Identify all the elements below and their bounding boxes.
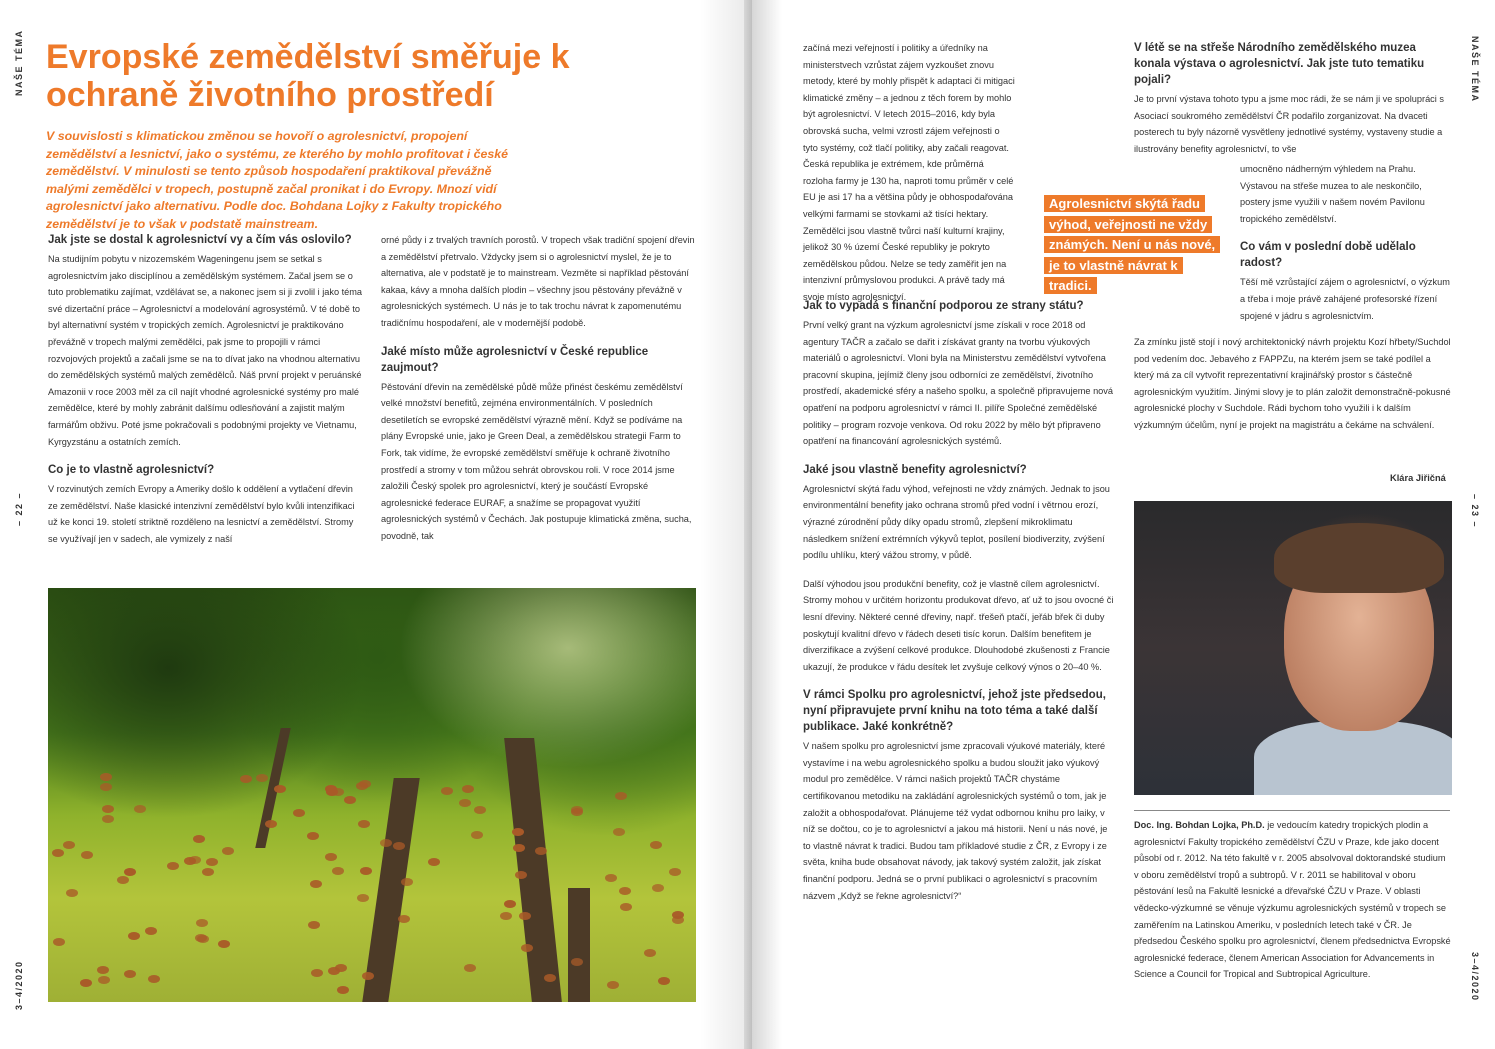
right-column-1-intro	[803, 40, 1015, 318]
article-lead: V souvislosti s klimatickou změnou se hovoří o agrolesnictví, propojení zemědělství a lesnictví, jako o systému, ze kterého by mohlo profitovat i české zemědělství. V minulosti se tento způsob hospodaření praktikoval převážně malými zemědělci v tropech, postupně začal pronikat i do Evropy. Mnozí vidí agrolesnictví jako alternativu. Podle doc. Bohdana Lojky z Fakulty tropického zemědělství je to však v podstatě mainstream.	[46, 129, 509, 231]
chicken-figure	[613, 828, 625, 836]
answer-paragraph: začíná mezi veřejností i politiky a úředníky na ministerstvech vzrůstat zájem vyzkoušet znovu metody, které by mohly přispět k adaptaci či mitigaci klimatické změny – a jednou z těch forem by mohlo být agrolesnictví. V letech 2015–2016, kdy byla obrovská sucha, velmi vzrostl zájem veřejnosti o tyto systémy, což tlačí politiky, aby začali reagovat. Česká republika je extrémem, kde průměrná rozloha farmy je 130 ha, naproti tomu průměr v celé EU je asi 17 ha a většina půdy je obhospodařována velkými farmami se stovkami až tisíci hektary. Zemědělci jsou vlastně tvůrci naší kulturní krajiny, jelikož 30 % území České republiky je pokryto zemědělskou půdou. Nelze se tedy zaměřit jen na intenzivní průmyslovou produkci. A právě tady má svoje místo agrolesnictví.	[803, 43, 1015, 302]
chicken-figure	[357, 894, 369, 902]
question-heading: Co vám v poslední době udělalo radost?	[1240, 241, 1416, 270]
chicken-figure	[274, 785, 286, 793]
chicken-figure	[53, 938, 65, 946]
chicken-figure	[535, 847, 547, 855]
page-number-right: – 23 –	[1470, 494, 1480, 529]
chicken-figure	[202, 868, 214, 876]
chicken-figure	[307, 832, 319, 840]
answer-paragraph: Další výhodou jsou produkční benefity, což je vlastně cílem agrolesnictví. Stromy mohou v určitém horizontu produkovat dřevo, ať už to jsou ovocné či lesní dřeviny. Některé cenné dřeviny, např. třešeň ptačí, jeřáb břek či duby poskytují kvalitní dřevo v řádech deseti tisíc korun. Dalším benefitem je diverzifikace a zvýšení celkové produkce. Dlouhodobé zkušenosti z Francie ukazují, že produkce v řádu desítek let zvyšuje celkový výnos o 20–40 %.	[803, 578, 1114, 672]
chicken-figure	[571, 958, 583, 966]
chicken-figure	[607, 981, 619, 989]
question-heading: Jak jste se dostal k agrolesnictví vy a čím vás oslovilo?	[48, 234, 352, 246]
chicken-figure	[311, 969, 323, 977]
answer-paragraph: Je to první výstava tohoto typu a jsme moc rádi, že se nám ji ve spolupráci s Asociací soukromého zemědělství ČR podařilo zorganizovat. Na dvaceti posterech tu byly názorně vysvětleny jednotlivé systémy, vystaveny studie a ilustrovány benefity agrolesnictví, to vše	[1134, 94, 1444, 154]
chicken-figure	[652, 884, 664, 892]
chicken-figure	[102, 805, 114, 813]
chicken-figure	[620, 903, 632, 911]
caption-divider	[1134, 810, 1450, 811]
caption-name: Doc. Ing. Bohdan Lojka, Ph.D.	[1134, 820, 1265, 830]
chicken-figure	[650, 841, 662, 849]
chicken-figure	[459, 799, 471, 807]
question-heading: V rámci Spolku pro agrolesnictví, jehož jste předsedou, nyní připravujete první knihu na toto téma a také další publikace. Jaké konkrétně?	[803, 689, 1106, 734]
chicken-figure	[63, 841, 75, 849]
chicken-figure	[145, 927, 157, 935]
answer-paragraph: První velký grant na výzkum agrolesnictví jsme získali v roce 2018 od agentury TAČR a začalo se dařit i získávat granty na tvorbu výukových materiálů o agrolesnictví. Vloni byla na Ministerstvu zemědělství vytvořena pracovní skupina, jejímiž členy jsou odborníci ze zemědělství, životního prostředí, akademické sféry a našeho spolku, a společně připravujeme nová opatření na podporu agrolesnictví v rámci II. pilíře Společné zemědělské politiky – program rozvoje venkova. Od roku 2022 by mělo být připraveno opatření na financování agrolesnických systémů.	[803, 320, 1113, 447]
chicken-figure	[193, 835, 205, 843]
chicken-figure	[644, 949, 656, 957]
right-column-2-lower	[1134, 334, 1452, 446]
chicken-figure	[428, 858, 440, 866]
chicken-figure	[240, 775, 252, 783]
answer-paragraph: Těší mě vzrůstající zájem o agrolesnictví, o výzkum a třeba i moje právě zahájené profesorské řízení spojené v jádru s agrolesnictvím.	[1240, 277, 1450, 321]
chicken-figure	[124, 868, 136, 876]
chicken-figure	[500, 912, 512, 920]
chicken-figure	[66, 889, 78, 897]
chicken-figure	[325, 853, 337, 861]
chicken-figure	[128, 932, 140, 940]
chicken-figure	[615, 792, 627, 800]
page-number-left: – 22 –	[14, 491, 24, 526]
chicken-figure	[358, 820, 370, 828]
chicken-figure	[265, 820, 277, 828]
chicken-figure	[189, 856, 201, 864]
chicken-figure	[100, 783, 112, 791]
chicken-figure	[521, 944, 533, 952]
left-column-2	[381, 232, 697, 557]
question-heading: Jaké místo může agrolesnictví v České republice zaujmout?	[381, 345, 649, 374]
issue-label-right: 3–4/2020	[1470, 952, 1480, 1002]
chicken-figure	[669, 868, 681, 876]
chicken-figure	[544, 974, 556, 982]
chicken-figure	[504, 900, 516, 908]
chicken-figure	[81, 851, 93, 859]
chicken-figure	[310, 880, 322, 888]
right-column-2	[1134, 40, 1452, 157]
answer-paragraph: Na studijním pobytu v nizozemském Wageningenu jsem se setkal s agrolesnictvím jako disciplínou a zemědělským systémem. Začal jsem se o tuto problematiku zajímat, vzdělávat se, a nakonec jsem si ji zvolil i jako téma své dizertační práce – Agrolesnictví a modelování agrosystémů. V té době to byl alternativní systém v tropických zemích. Agrolesnictví je praktikováno převážně v tropech malými zemědělci, pak jsme to propojili v rámci rozvojových projektů a začali jsme se na to dívat jako na vhodnou alternativu do zemědělských systémů malých zemědělců. Náš první projekt v peruánské Amazonii v roce 2003 měl za cíl najít vhodné agrolesnické systémy pro malé zemědělce, které by mohly zabránit dalšímu odlesňování a zajistit malým farmářům obživu. Poté jsme pokračovali s podobnými projekty ve Vietnamu, Kyrgyzstánu a ostatních zemích.	[48, 254, 363, 447]
chicken-figure	[100, 773, 112, 781]
portrait-photo	[1134, 501, 1452, 795]
chickens-orchard-photo	[48, 588, 696, 1002]
chicken-figure	[332, 867, 344, 875]
pull-quote: Agrolesnictví skýtá řadu výhod, veřejnosti ne vždy známých. Není u nás nové, je to vlastně návrat k tradici.	[1044, 194, 1216, 297]
question-heading: Jak to vypadá s finanční podporou ze strany státu?	[803, 300, 1084, 312]
answer-paragraph: V rozvinutých zemích Evropy a Ameriky došlo k oddělení a vytlačení dřevin ze zemědělství. Naše klasické intenzivní zemědělství bylo kvůli intenzifikaci už ke konci 19. století striktně rozděleno na lesnictví a zemědělství. Stromy se využívají jen v sadech, ale vymizely z naší	[48, 484, 355, 544]
chicken-figure	[464, 964, 476, 972]
chicken-figure	[328, 967, 340, 975]
chicken-figure	[206, 858, 218, 866]
left-page	[0, 0, 744, 1049]
caption-text: je vedoucím katedry tropických plodin a agrolesnictví Fakulty tropického zemědělství ČZU v Praze, kde jako docent působí od r. 2012. Na této fakultě v r. 2005 absolvoval doktorandské studium v oboru zemědělství tropů a subtropů. V r. 2011 se habilitoval v oboru pěstování lesů na Fakultě lesnické a dřevařské ČZU v Praze. V oblasti vědecko-výzkumné se věnuje výzkumu agrolesnických systémů v tropech se zaměřením na Latinskou Ameriku, v posledních letech také v ČR. Je předsedou Českého spolku pro agrolesnictví, členem předsednictva Evropské agrolesnické federace, členem American Association for Advancements in Science a Council for Tropical and Subtropical Agriculture.	[1134, 820, 1451, 980]
article-title: Evropské zemědělství směřuje k ochraně životního prostředí	[46, 38, 570, 114]
question-heading: V létě se na střeše Národního zemědělského muzea konala výstava o agrolesnictví. Jak jste tuto tematiku pojali?	[1134, 42, 1425, 86]
chicken-figure	[167, 862, 179, 870]
chicken-figure	[398, 915, 410, 923]
chicken-figure	[134, 805, 146, 813]
chicken-figure	[356, 782, 368, 790]
right-column-2-wrap	[1240, 161, 1452, 324]
chicken-figure	[344, 796, 356, 804]
chicken-figure	[218, 940, 230, 948]
chicken-figure	[471, 831, 483, 839]
chicken-figure	[124, 970, 136, 978]
chicken-figure	[117, 876, 129, 884]
chicken-figure	[519, 912, 531, 920]
chicken-figure	[293, 809, 305, 817]
answer-paragraph: Agrolesnictví skýtá řadu výhod, veřejnosti ne vždy známých. Jednak to jsou environmentální benefity jako ochrana stromů před vodní i větrnou erozí, výrazné zúrodnění půdy díky opadu stromů, zlepšení mikroklimatu následkem snížení extrémních výkyvů teplot, posílení biodiverzity, zvýšení podílu uhlíku, který vážou stromy, v půdě.	[803, 483, 1110, 561]
issue-label-left: 3–4/2020	[14, 960, 24, 1010]
chicken-figure	[605, 874, 617, 882]
chicken-figure	[308, 921, 320, 929]
chicken-figure	[571, 808, 583, 816]
chicken-figure	[222, 847, 234, 855]
left-column-1	[48, 232, 364, 560]
section-label-right: NAŠE TÉMA	[1470, 36, 1480, 103]
chicken-figure	[658, 977, 670, 985]
chicken-figure	[102, 815, 114, 823]
answer-paragraph: V našem spolku pro agrolesnictví jsme zpracovali výukové materiály, které vystavíme i na webu agrolesnického spolku a budou sloužit jako výukový modul pro zemědělce. V rámci našich projektů TAČR chystáme certifikovanou metodiku na zakládání agrolesnických systémů o tom, jak je založit a obhospodařovat. Plánujeme též vydat odbornou knihu pro laiky, v níž se dočtou, co je to agrolesnictví a jakou má historii. Není u nás nové, je to vlastně návrat k tradici. Budou tam příkladové studie z ČR, z Evropy i ze světa, kniha bude obsahovat návody, jak takový systém založit, jak získat finanční podporu. Jedná se o první publikaci o agrolesnictví s pracovním názvem „Když se řekne agrolesnictví?“	[803, 741, 1108, 901]
chicken-figure	[441, 787, 453, 795]
question-heading: Co je to vlastně agrolesnictví?	[48, 464, 215, 477]
chicken-figure	[360, 867, 372, 875]
chicken-figure	[196, 919, 208, 927]
right-column-1	[803, 298, 1117, 916]
answer-paragraph: orné půdy i z trvalých travních porostů. V tropech však tradiční spojení dřevin a zemědělství přetrvalo. Vždycky jsem si o agrolesnictví myslel, že je to alternativa, ale v podstatě je to mainstream. Vezměte si například pěstování kakaa, kávy a mnoha dalších plodin – všechny jsou pěstovány převážně v agrolesnických systémech. U nás je to tak trochu návrat k zapomenutému tradičnímu hospodaření, ale v modernější podobě.	[381, 235, 695, 328]
chicken-figure	[462, 785, 474, 793]
chicken-figure	[80, 979, 92, 987]
chicken-figure	[97, 966, 109, 974]
chicken-figure	[672, 916, 684, 924]
chicken-figure	[148, 975, 160, 983]
chicken-figure	[256, 774, 268, 782]
chicken-figure	[515, 871, 527, 879]
chicken-figure	[474, 806, 486, 814]
chicken-figure	[337, 986, 349, 994]
answer-paragraph: Za zmínku jistě stojí i nový architektonický návrh projektu Kozí hřbety/Suchdol pod vedením doc. Jebavého z FAPPZu, na kterém jsem se také podílel a který má za cíl vytvořit reprezentativní krajinářský prostor s částečně agrolesnickým využitím. Jinými slovy je to plán založit demonstračně-pokusné agrolesnické plochy v Suchdole. Rádi bychom toho využili i k dalším výzkumným účelům, nyní je projekt na magistrátu a čekáme na schválení.	[1134, 337, 1451, 430]
section-label-left: NAŠE TÉMA	[14, 29, 24, 96]
author-name: Klára Jiřičná	[1390, 473, 1446, 483]
chicken-figure	[401, 878, 413, 886]
question-heading: Jaké jsou vlastně benefity agrolesnictví?	[803, 463, 1027, 476]
chicken-figure	[98, 976, 110, 984]
chicken-figure	[619, 887, 631, 895]
portrait-caption	[1134, 817, 1452, 983]
answer-paragraph: umocněno nádherným výhledem na Prahu. Výstavou na střeše muzea to ale neskončilo, postery jsme využili v našem novém Pavilonu tropického zemědělství.	[1240, 164, 1425, 224]
answer-paragraph: Pěstování dřevin na zemědělské půdě může přinést českému zemědělství velké množství benefitů, zejména environmentálních. V posledních desetiletích se evropské zemědělství výrazně mění. Když se podíváme na plány Evropské unie, jako je Green Deal, a zemědělskou strategii Farm to Fork, tak vidíme, že evropské zemědělství směřuje k ochraně životního prostředí a stromy v tom můžou sehrát obrovskou roli. V roce 2014 jsme založili Český spolek pro agrolesnictví, který je součástí Evropské agrolesnické federace EURAF, a snažíme se propagovat využití agrolesnických systémů v Čechách. Jak postupuje klimatická změna, sucha, povodně, tak	[381, 381, 692, 541]
chicken-figure	[52, 849, 64, 857]
